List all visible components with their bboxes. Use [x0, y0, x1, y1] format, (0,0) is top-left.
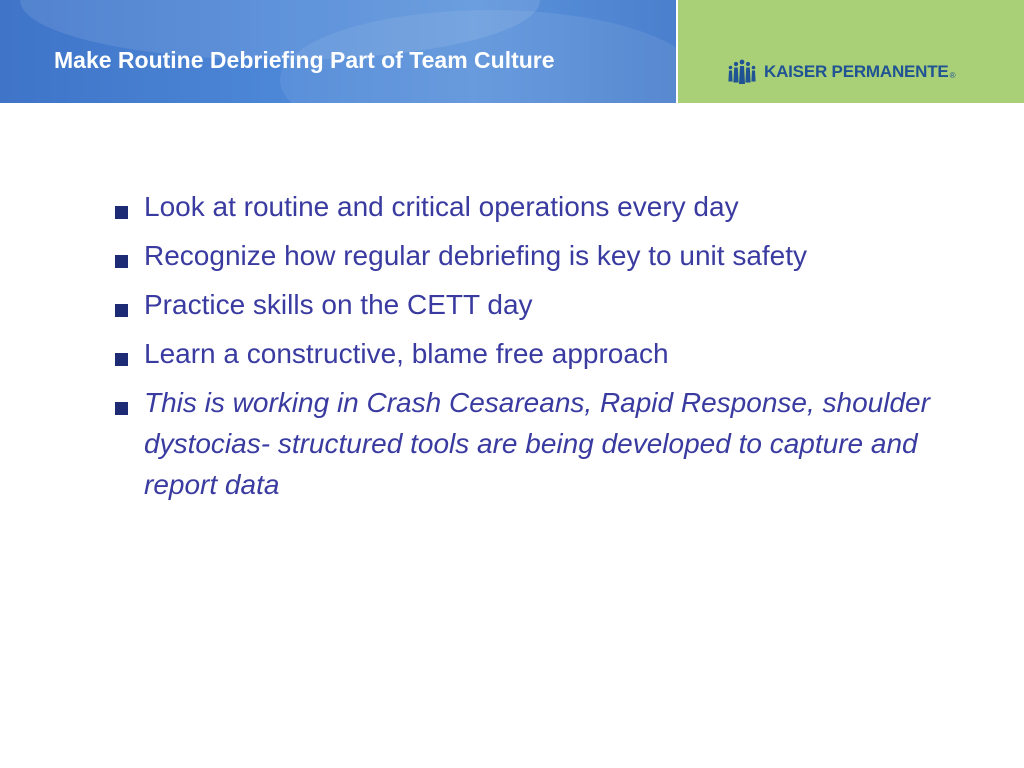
square-bullet-icon [115, 304, 128, 317]
bullet-item [115, 333, 995, 374]
bullet-text: Recognize how regular debriefing is key to unit safety [144, 240, 808, 271]
bullet-text: Look at routine and critical operations every day [144, 191, 739, 222]
kaiser-permanente-logo [726, 57, 955, 87]
logo-text: KAISER PERMANENTE [764, 62, 949, 81]
bullet-text: Practice skills on the CETT day [144, 289, 533, 320]
bullet-text: Learn a constructive, blame free approach [144, 338, 669, 369]
bullet-item [115, 235, 995, 276]
square-bullet-icon [115, 206, 128, 219]
logo-registered-mark: ® [949, 70, 956, 80]
square-bullet-icon [115, 255, 128, 268]
bullet-item [115, 186, 995, 227]
bullet-item [115, 284, 995, 325]
bullet-text: This is working in Crash Cesareans, Rapid Response, shoulder dystocias- structured tools are being developed to capture and report data [144, 387, 930, 500]
kaiser-figures-icon [726, 58, 758, 86]
logo-band [678, 0, 1024, 103]
square-bullet-icon [115, 353, 128, 366]
square-bullet-icon [115, 402, 128, 415]
bullet-list [115, 186, 995, 513]
slide-title: Make Routine Debriefing Part of Team Culture [54, 47, 555, 73]
bullet-item-italic [115, 382, 995, 505]
